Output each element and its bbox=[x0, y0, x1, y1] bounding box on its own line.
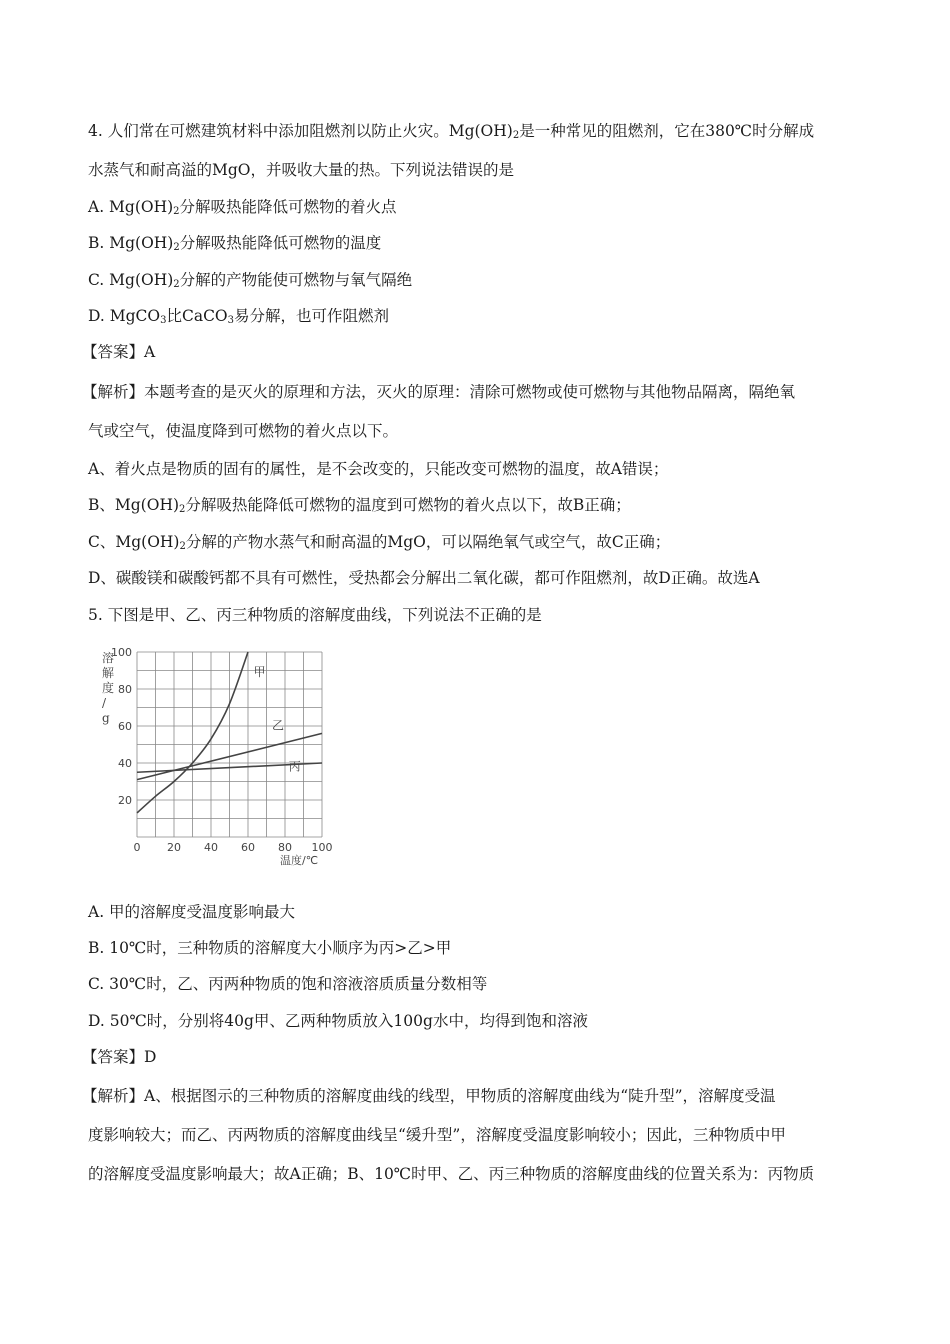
subscript: 2 bbox=[173, 279, 180, 290]
y-tick-label: 20 bbox=[118, 794, 132, 807]
y-tick-label: 60 bbox=[118, 720, 132, 733]
chart-grid bbox=[137, 652, 322, 837]
x-tick-label: 40 bbox=[204, 841, 218, 854]
q4-analysis-line-2: 气或空气，使温度降到可燃物的着火点以下。 bbox=[88, 422, 399, 440]
subscript: 3 bbox=[227, 315, 235, 326]
option-text: 分解吸热能降低可燃物的温度 bbox=[179, 234, 382, 252]
solubility-chart-svg bbox=[92, 640, 342, 870]
x-tick-label: 20 bbox=[167, 841, 181, 854]
y-axis-label-char: 解 bbox=[102, 666, 115, 680]
x-tick-label: 0 bbox=[133, 841, 141, 854]
option-text: D. MgCO bbox=[88, 307, 161, 325]
analysis-text: 分解吸热能降低可燃物的温度到可燃物的着火点以下，故B正确； bbox=[185, 496, 631, 514]
option-text: 分解的产物能使可燃物与氧气隔绝 bbox=[179, 271, 413, 289]
y-axis-label-char: 溶 bbox=[102, 651, 115, 665]
subscript: 2 bbox=[173, 206, 180, 217]
q4-stem-text: 是一种常见的阻燃剂，它在380℃时分解成 bbox=[519, 122, 815, 140]
q5-analysis-line-1: 【解析】A、根据图示的三种物质的溶解度曲线的线型，甲物质的溶解度曲线为“陡升型”，溶解度受温 bbox=[82, 1087, 776, 1105]
x-tick-label: 80 bbox=[278, 841, 292, 854]
analysis-text: 分解的产物水蒸气和耐高温的MgO，可以隔绝氧气或空气，故C正确； bbox=[185, 533, 671, 551]
series-label: 丙 bbox=[288, 759, 301, 774]
q4-option-b bbox=[88, 233, 381, 258]
q5-stem: 5. 下图是甲、乙、丙三种物质的溶解度曲线，下列说法不正确的是 bbox=[88, 606, 542, 624]
option-text: 易分解，也可作阻燃剂 bbox=[234, 307, 390, 325]
q4-analysis-d: D、碳酸镁和碳酸钙都不具有可燃性，受热都会分解出二氧化碳，都可作阻燃剂，故D正确。故选A bbox=[88, 569, 760, 587]
y-tick-label: 80 bbox=[118, 683, 132, 696]
q4-option-d bbox=[88, 306, 389, 331]
q4-analysis-line-1: 【解析】本题考查的是灭火的原理和方法，灭火的原理：清除可燃物或使可燃物与其他物品隔离，隔绝氧 bbox=[82, 383, 796, 401]
y-axis-label bbox=[102, 650, 114, 725]
x-axis-label: 温度/℃ bbox=[280, 854, 319, 867]
q4-analysis-b bbox=[88, 495, 631, 520]
q4-analysis-a: A、着火点是物质的固有的属性，是不会改变的，只能改变可燃物的温度，故A错误； bbox=[88, 460, 669, 478]
option-text: A. Mg(OH) bbox=[88, 198, 174, 216]
subscript: 3 bbox=[160, 315, 167, 326]
y-axis-label-char: 度 bbox=[102, 681, 115, 695]
y-tick-label: 40 bbox=[118, 757, 132, 770]
y-tick-label: 100 bbox=[111, 646, 132, 659]
subscript: 2 bbox=[179, 504, 186, 515]
series-labels bbox=[254, 665, 301, 773]
q4-stem-line-2: 水蒸气和耐高溢的MgO，并吸收大量的热。下列说法错误的是 bbox=[88, 161, 515, 179]
q5-option-c: C. 30℃时，乙、丙两种物质的饱和溶液溶质质量分数相等 bbox=[88, 975, 488, 993]
option-text: 分解吸热能降低可燃物的着火点 bbox=[179, 198, 397, 216]
x-tick-label: 60 bbox=[241, 841, 255, 854]
analysis-text: C、Mg(OH) bbox=[88, 533, 180, 551]
q5-option-d: D. 50℃时，分别将40g甲、乙两种物质放入100g水中，均得到饱和溶液 bbox=[88, 1012, 588, 1030]
analysis-text: B、Mg(OH) bbox=[88, 496, 180, 514]
y-axis-label-char: / bbox=[102, 696, 107, 710]
q4-answer: 【答案】A bbox=[82, 343, 156, 361]
option-text: B. Mg(OH) bbox=[88, 234, 174, 252]
subscript: 2 bbox=[173, 242, 180, 253]
chart-ticks bbox=[111, 646, 333, 854]
q5-analysis-line-3: 的溶解度受温度影响最大；故A正确；B、10℃时甲、乙、丙三种物质的溶解度曲线的位置关系为：丙物质 bbox=[88, 1165, 815, 1183]
q4-option-c bbox=[88, 270, 412, 295]
q5-option-a: A. 甲的溶解度受温度影响最大 bbox=[88, 903, 296, 921]
q4-option-a bbox=[88, 197, 397, 222]
q4-stem-text: 4. 人们常在可燃建筑材料中添加阻燃剂以防止火灾。Mg(OH) bbox=[88, 122, 513, 140]
q4-stem-line-1 bbox=[88, 121, 814, 146]
subscript: 2 bbox=[512, 130, 520, 141]
q5-option-b: B. 10℃时，三种物质的溶解度大小顺序为丙>乙>甲 bbox=[88, 939, 452, 957]
series-label: 甲 bbox=[253, 665, 266, 680]
x-tick-label: 100 bbox=[311, 841, 333, 854]
solubility-chart bbox=[92, 640, 342, 870]
q5-analysis-line-2: 度影响较大；而乙、丙两物质的溶解度曲线呈“缓升型”，溶解度受温度影响较小；因此，三种物质中甲 bbox=[88, 1126, 786, 1144]
y-axis-label-char: g bbox=[102, 711, 110, 725]
q4-analysis-c bbox=[88, 532, 670, 557]
q5-answer: 【答案】D bbox=[82, 1048, 157, 1066]
subscript: 2 bbox=[179, 541, 186, 552]
series-label: 乙 bbox=[272, 718, 285, 733]
option-text: C. Mg(OH) bbox=[88, 271, 174, 289]
option-text: 比CaCO bbox=[166, 307, 228, 325]
